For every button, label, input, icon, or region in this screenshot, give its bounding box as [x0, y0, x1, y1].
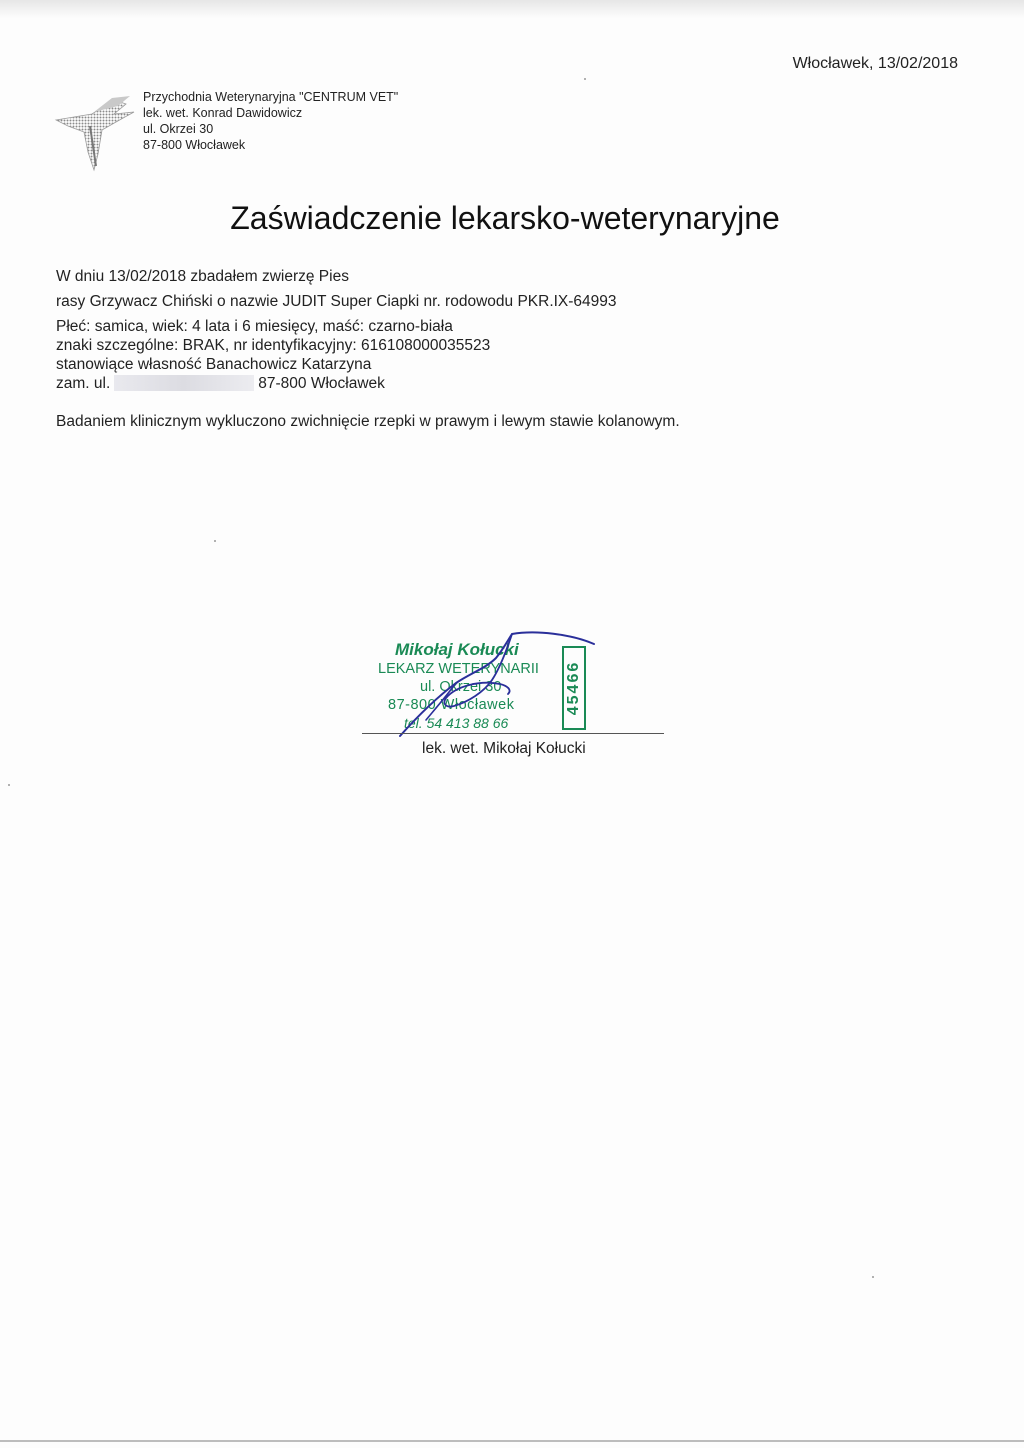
clinical-finding: Badaniem klinicznym wykluczono zwichnięcie rzepki w prawym i lewym stawie kolanowym.	[56, 413, 680, 430]
signature-line	[362, 733, 664, 734]
scan-speck	[584, 78, 586, 80]
stamp-city: 87-800 Włocławek	[388, 697, 515, 713]
stamp-name: Mikołaj Kołucki	[395, 640, 519, 659]
marks-line: znaki szczególne: BRAK, nr identyfikacyjny: 616108000035523	[56, 337, 491, 354]
owner-line: stanowiące własność Banachowicz Katarzyna	[56, 356, 372, 373]
signatory-name: lek. wet. Mikołaj Kołucki	[422, 740, 586, 757]
scan-shadow-top	[0, 0, 1024, 18]
clinic-city: 87-800 Włocławek	[143, 138, 246, 152]
handwritten-signature	[396, 628, 596, 740]
sex-age-line: Płeć: samica, wiek: 4 lata i 6 miesięcy, maść: czarno-biała	[56, 318, 453, 335]
date-line: Włocławek, 13/02/2018	[792, 55, 958, 72]
stamp-tel: tel. 54 413 88 66	[404, 715, 509, 731]
clinic-doctor: lek. wet. Konrad Dawidowicz	[143, 106, 303, 120]
address-label: zam. ul.	[56, 375, 111, 392]
bird-logo-icon	[54, 92, 138, 172]
clinic-name: Przychodnia Weterynaryjna "CENTRUM VET"	[143, 90, 399, 104]
address-line	[56, 375, 385, 393]
stamp-role: LEKARZ WETERYNARII	[378, 661, 539, 677]
exam-line: W dniu 13/02/2018 zbadałem zwierzę Pies	[56, 268, 349, 285]
clinic-street: ul. Okrzei 30	[143, 122, 214, 136]
clinic-header	[143, 89, 398, 153]
scan-speck	[214, 540, 216, 542]
redacted-street	[114, 375, 254, 391]
scan-speck	[872, 1276, 874, 1278]
stamp-street: ul. Okrzei 30	[420, 679, 502, 695]
breed-line: rasy Grzywacz Chiński o nazwie JUDIT Super Ciapki nr. rodowodu PKR.IX-64993	[56, 293, 617, 310]
document-title: Zaświadczenie lekarsko-weterynaryjne	[230, 200, 780, 236]
scan-speck	[8, 784, 10, 786]
scan-edge-bottom	[0, 1440, 1024, 1442]
stamp-license-number: 45466	[565, 660, 582, 716]
address-city: 87-800 Włocławek	[258, 375, 385, 392]
